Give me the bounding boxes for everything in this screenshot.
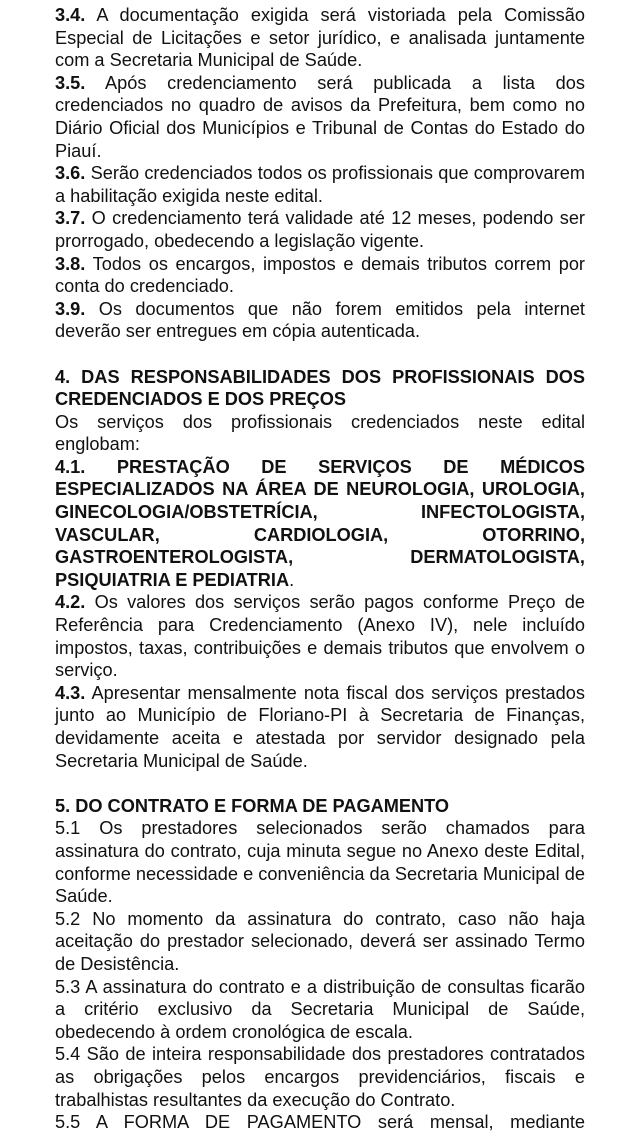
clause-number: 4.1.	[55, 456, 86, 477]
clause-3-6	[55, 162, 585, 207]
section-4-heading: 4. DAS RESPONSABILIDADES DOS PROFISSIONAIS DOS CREDENCIADOS E DOS PREÇOS	[55, 366, 585, 410]
paragraph-gap	[55, 343, 585, 366]
clause-3-4	[55, 4, 585, 72]
clause-text: Os documentos que não forem emitidos pela internet deverão ser entregues em cópia autenticada.	[55, 298, 585, 342]
clause-3-5	[55, 72, 585, 162]
clause-text: Apresentar mensalmente nota fiscal dos serviços prestados junto ao Município de Floriano-PI à Secretaria de Finanças, devidamente aceita e atestada por servidor designado pela Secretaria Municipal de Saúde.	[55, 682, 585, 771]
clause-5-3: 5.3 A assinatura do contrato e a distribuição de consultas ficarão a critério exclusivo da Secretaria Municipal de Saúde, obedecendo à ordem cronológica de escala.	[55, 976, 585, 1042]
clause-number: 3.6.	[55, 163, 86, 184]
clause-text: O credenciamento terá validade até 12 meses, podendo ser prorrogado, obedecendo a legislação vigente.	[55, 208, 585, 251]
clause-text: Serão credenciados todos os profissionais que comprovarem a habilitação exigida neste edital.	[55, 163, 585, 206]
clause-text: A documentação exigida será vistoriada pela Comissão Especial de Licitações e setor jurídico, e analisada juntamente com a Secretaria Municipal de Saúde.	[55, 5, 585, 71]
clause-4-3	[55, 682, 585, 772]
clause-number: 3.5.	[55, 72, 86, 93]
clause-end-punctuation: .	[289, 569, 295, 590]
clause-number: 4.3.	[55, 682, 86, 703]
clause-5-1: 5.1 Os prestadores selecionados serão chamados para assinatura do contrato, cuja minuta segue no Anexo deste Edital, conforme necessidade e conveniência da Secretaria Municipal de Saúde.	[55, 818, 585, 907]
clause-3-7	[55, 207, 585, 252]
section-5-heading: 5. DO CONTRATO E FORMA DE PAGAMENTO	[55, 795, 450, 816]
clause-4-2	[55, 591, 585, 681]
clause-number: 4.2.	[55, 592, 86, 613]
clause-4-1	[55, 456, 585, 592]
clause-text: Após credenciamento será publicada a lista dos credenciados no quadro de avisos da Prefeitura, bem como no Diário Oficial dos Municípios e Tribunal de Contas do Estado do Piauí.	[55, 72, 585, 161]
clause-5-2: 5.2 No momento da assinatura do contrato, caso não haja aceitação do prestador selecionado, deverá ser assinado Termo de Desistência.	[55, 908, 585, 974]
paragraph-gap	[55, 772, 585, 795]
clause-number: 3.9.	[55, 298, 86, 319]
clause-5-5: 5.5 A FORMA DE PAGAMENTO será mensal, mediante	[55, 1112, 585, 1133]
clause-number: 3.8.	[55, 253, 86, 274]
clause-text: Todos os encargos, impostos e demais tributos correm por conta do credenciado.	[55, 253, 585, 297]
clause-text: Os valores dos serviços serão pagos conforme Preço de Referência para Credenciamento (Anexo IV), nele incluído impostos, taxas, contribuições e demais tributos que envolvem o serviço.	[55, 592, 585, 681]
clause-number: 3.4.	[55, 5, 86, 25]
clause-3-8	[55, 253, 585, 298]
section-4-intro: Os serviços dos profissionais credenciados neste edital englobam:	[55, 411, 585, 455]
clause-5-4: 5.4 São de inteira responsabilidade dos prestadores contratados as obrigações pelos encargos previdenciários, fiscais e trabalhistas resultantes da execução do Contrato.	[55, 1044, 585, 1110]
clause-number: 3.7.	[55, 208, 86, 229]
clause-3-9	[55, 298, 585, 343]
clause-text: PRESTAÇÃO DE SERVIÇOS DE MÉDICOS ESPECIALIZADOS NA ÁREA DE NEUROLOGIA, UROLOGIA, GINECOLOGIA/OBSTETRÍCIA, INFECTOLOGISTA, VASCULAR, CARDIOLOGIA, OTORRINO, GASTROENTEROLOGISTA, DERMATOLOGISTA, PSIQUIATRIA E PEDIATRIA	[55, 456, 585, 590]
